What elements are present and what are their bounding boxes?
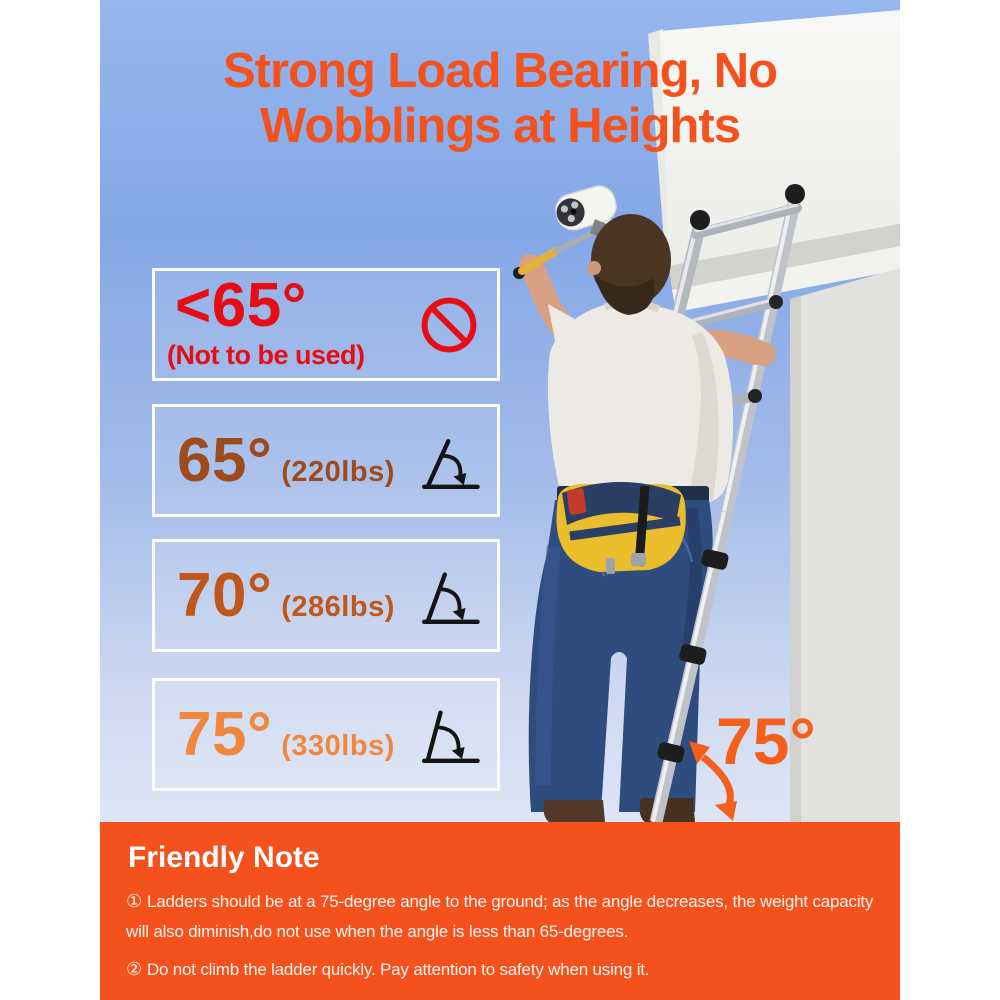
note-1	[126, 885, 874, 948]
note-2	[126, 953, 874, 985]
angle-box-70	[152, 539, 500, 652]
angle-value: <65°	[175, 271, 307, 340]
angle-box-not-to-be-used	[152, 268, 500, 381]
note-1-number: ①	[126, 891, 142, 911]
angle-load: (220lbs)	[281, 455, 395, 488]
ladder-angle-callout: 75°	[716, 704, 816, 778]
note-1-text: Ladders should be at a 75-degree angle to the ground; as the angle decreases, the weight capacity will also diminish,do not use when the angle is less than 65-degrees.	[126, 892, 874, 942]
angle-value: 75°	[177, 699, 273, 769]
friendly-note-heading: Friendly Note	[128, 841, 320, 874]
note-2-number: ②	[126, 958, 142, 979]
angle-load: (286lbs)	[281, 590, 395, 623]
angle-box-75	[152, 678, 500, 791]
angle-box-65	[152, 404, 500, 517]
no-entry-icon	[417, 293, 481, 357]
note-2-text: Do not climb the ladder quickly. Pay attention to safety when using it.	[146, 959, 650, 979]
product-photo	[100, 0, 900, 822]
angle-value: 70°	[177, 560, 273, 630]
friendly-note-panel	[100, 822, 900, 1000]
angle-65-icon	[419, 426, 481, 496]
headline	[100, 44, 900, 154]
headline-line-2: Wobblings at Heights	[260, 98, 740, 153]
waist-bag	[556, 482, 685, 574]
headline-line-1: Strong Load Bearing, No	[222, 44, 778, 98]
angle-value: 65°	[177, 425, 273, 495]
angle-70-icon	[419, 561, 481, 631]
angle-caption: (Not to be used)	[167, 340, 365, 370]
content-area	[100, 0, 900, 1000]
angle-75-icon	[419, 700, 481, 770]
angle-load: (330lbs)	[281, 729, 395, 762]
